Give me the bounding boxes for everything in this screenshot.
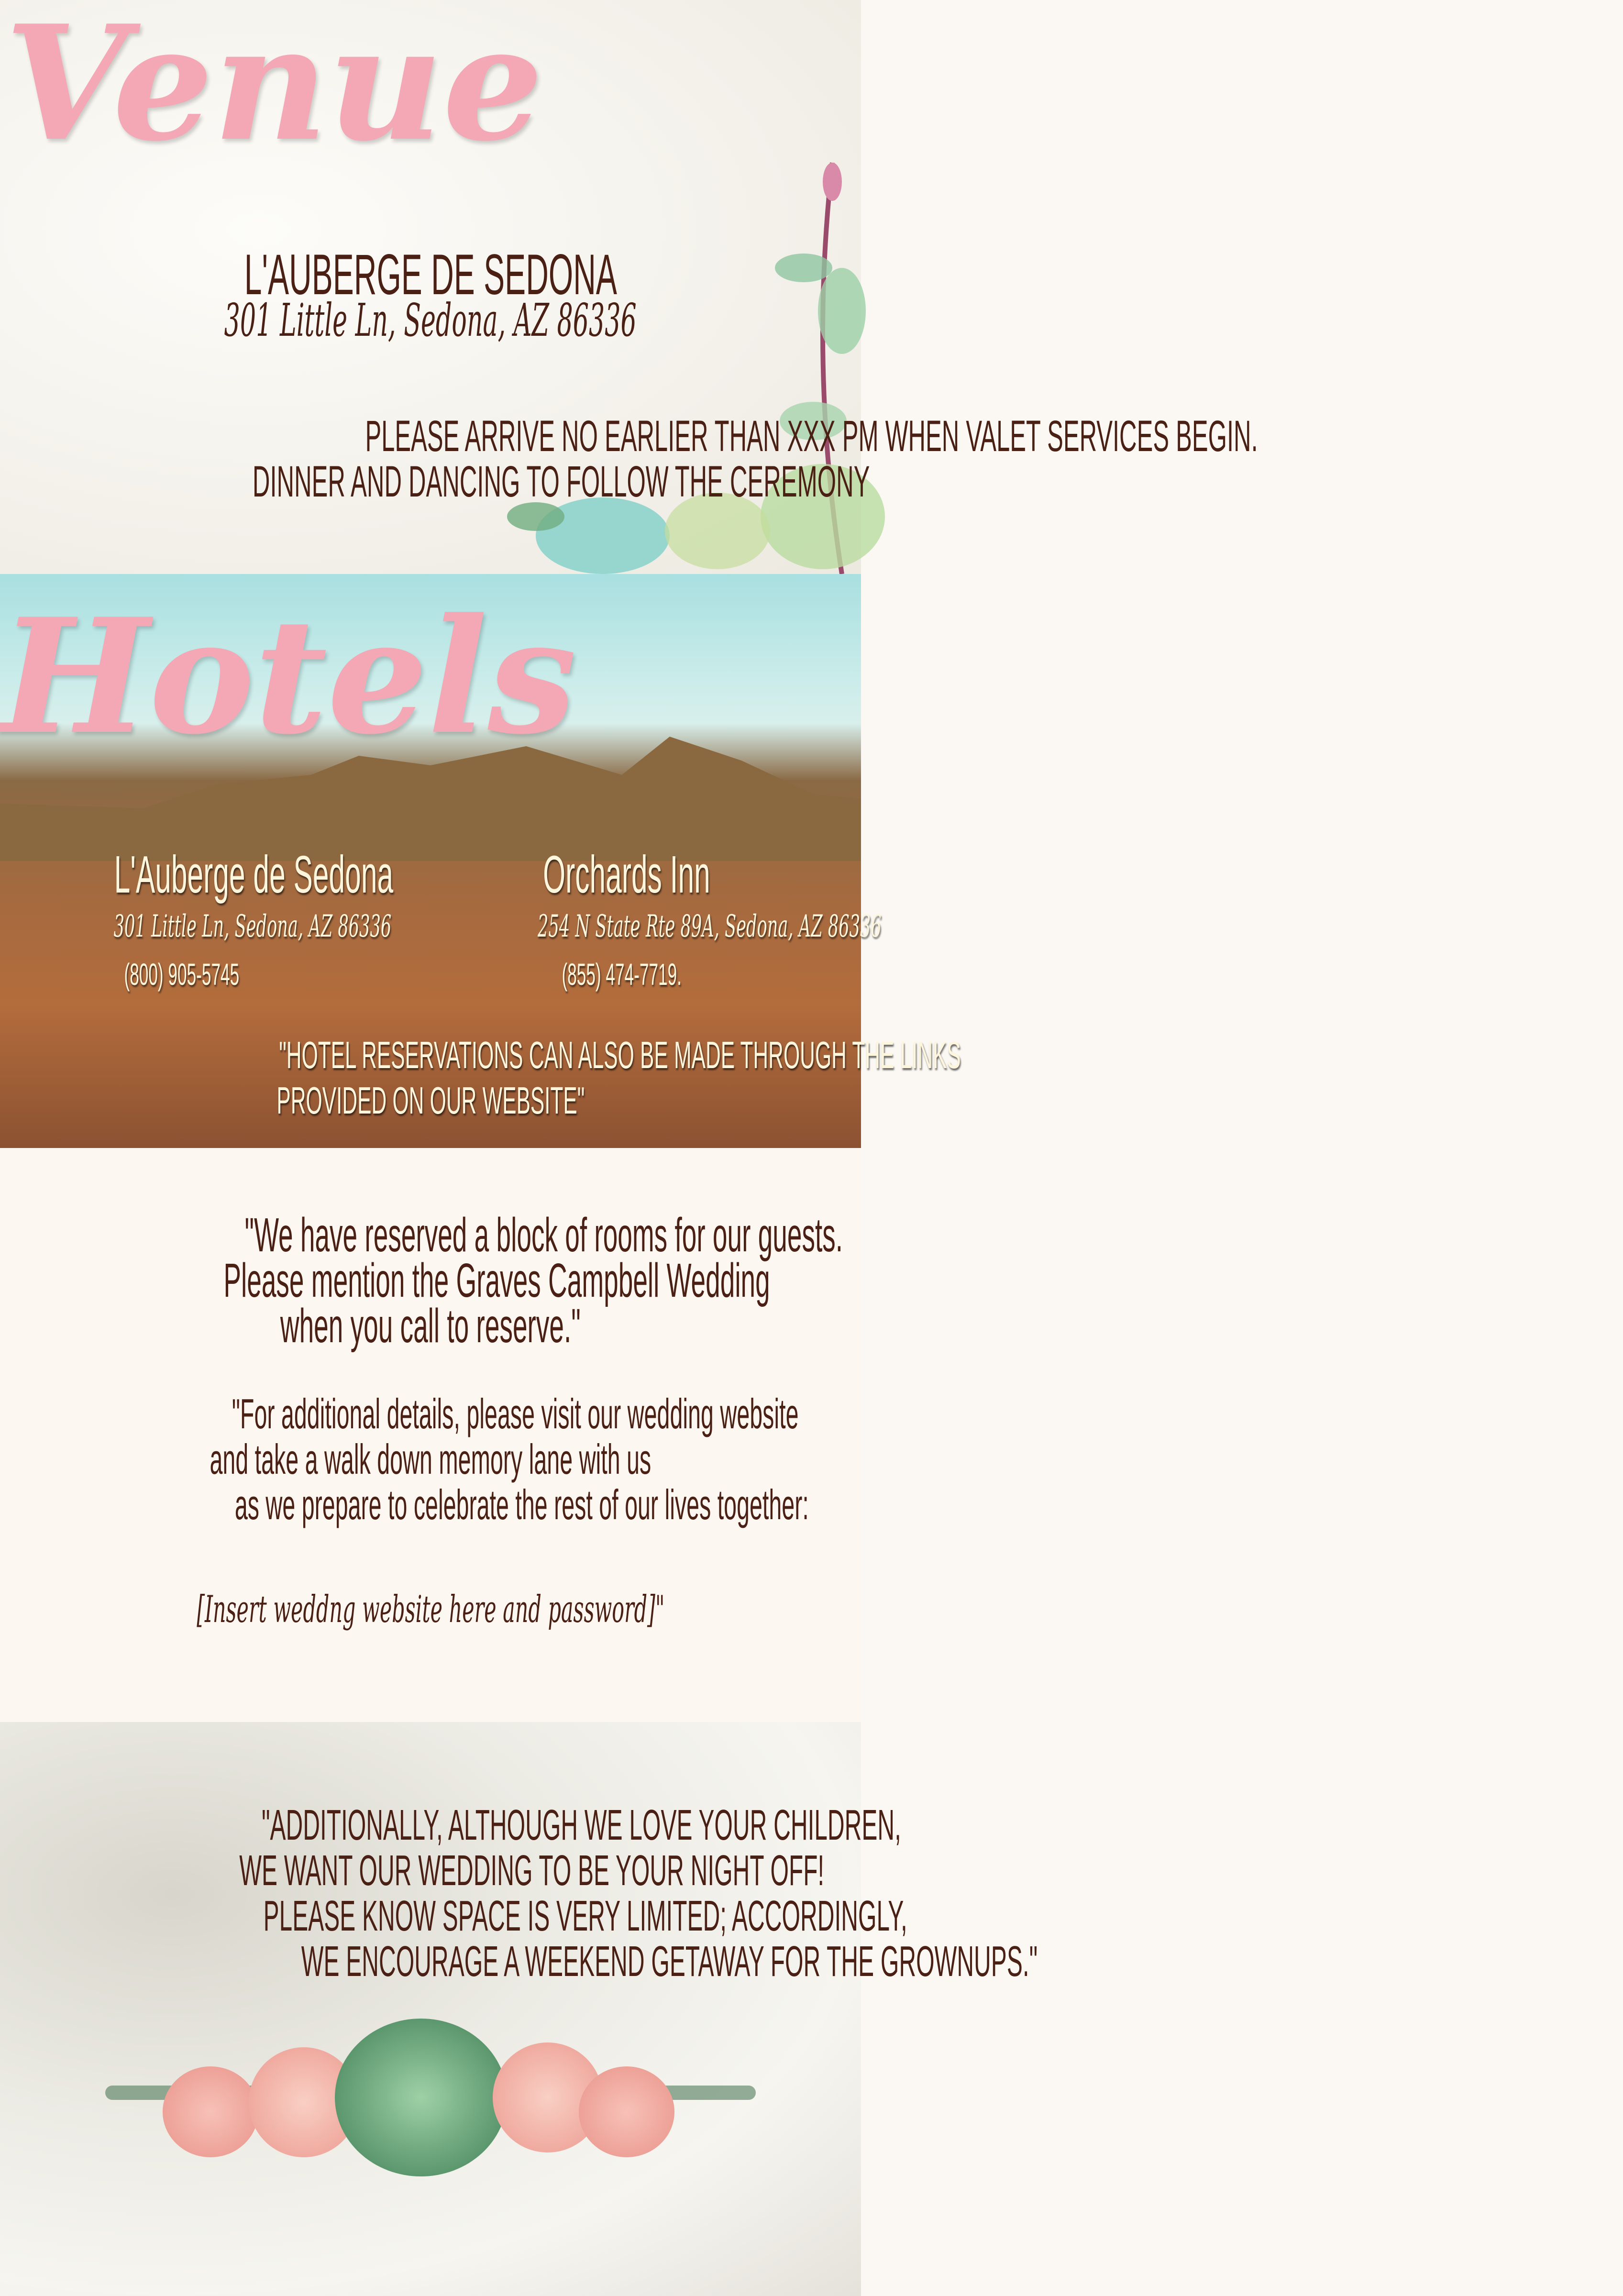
venue-note-1: PLEASE ARRIVE NO EARLIER THAN XXX PM WHEN VALET SERVICES BEGIN. <box>365 412 1258 461</box>
venue-section <box>0 0 1258 574</box>
hotels-note-1: "HOTEL RESERVATIONS CAN ALSO BE MADE THROUGH THE LINKS <box>279 1034 961 1076</box>
hotel-1-phone[interactable]: (800) 905-5745 <box>124 957 240 992</box>
hotel-2-address: 254 N State Rte 89A, Sedona, AZ 86336 <box>538 909 882 944</box>
details-line-2: and take a walk down memory lane with us <box>210 1435 651 1483</box>
venue-address: 301 Little Ln, Sedona, AZ 86336 <box>224 294 637 347</box>
block-line-1: "We have reserved a block of rooms for our guests. <box>244 1208 843 1262</box>
details-line-3: as we prepare to celebrate the rest of our lives together: <box>234 1481 809 1528</box>
kids-line-1: "ADDITIONALLY, ALTHOUGH WE LOVE YOUR CHILDREN, <box>261 1801 901 1849</box>
hotel-1-address: 301 Little Ln, Sedona, AZ 86336 <box>113 909 392 944</box>
block-line-2: Please mention the Graves Campbell Wedding <box>223 1254 770 1307</box>
venue-heading: Venue <box>5 0 543 176</box>
hotels-section <box>0 574 961 1148</box>
block-line-3: when you call to reserve." <box>280 1299 581 1353</box>
venue-note-2: DINNER AND DANCING TO FOLLOW THE CEREMONY <box>252 457 870 506</box>
venue-name: L'AUBERGE DE SEDONA <box>244 243 617 307</box>
hotels-heading: Hotels <box>0 584 577 769</box>
reservation-section <box>0 1148 861 1722</box>
succulent-illustration <box>478 153 861 574</box>
hotel-2-name: Orchards Inn <box>543 845 710 904</box>
kids-line-4: WE ENCOURAGE A WEEKEND GETAWAY FOR THE GROWNUPS." <box>301 1938 1038 1986</box>
kids-line-2: WE WANT OUR WEDDING TO BE YOUR NIGHT OFF! <box>239 1847 825 1895</box>
kids-line-3: PLEASE KNOW SPACE IS VERY LIMITED; ACCORDINGLY, <box>263 1892 907 1940</box>
children-section <box>0 1722 1038 2296</box>
website-placeholder[interactable]: [Insert weddng website here and password]" <box>196 1588 665 1631</box>
details-line-1: "For additional details, please visit our wedding website <box>232 1390 799 1437</box>
hotel-1-name: L'Auberge de Sedona <box>114 845 394 904</box>
hotels-note-2: PROVIDED ON OUR WEBSITE" <box>276 1079 585 1122</box>
hotel-2-phone[interactable]: (855) 474-7719. <box>562 957 682 992</box>
